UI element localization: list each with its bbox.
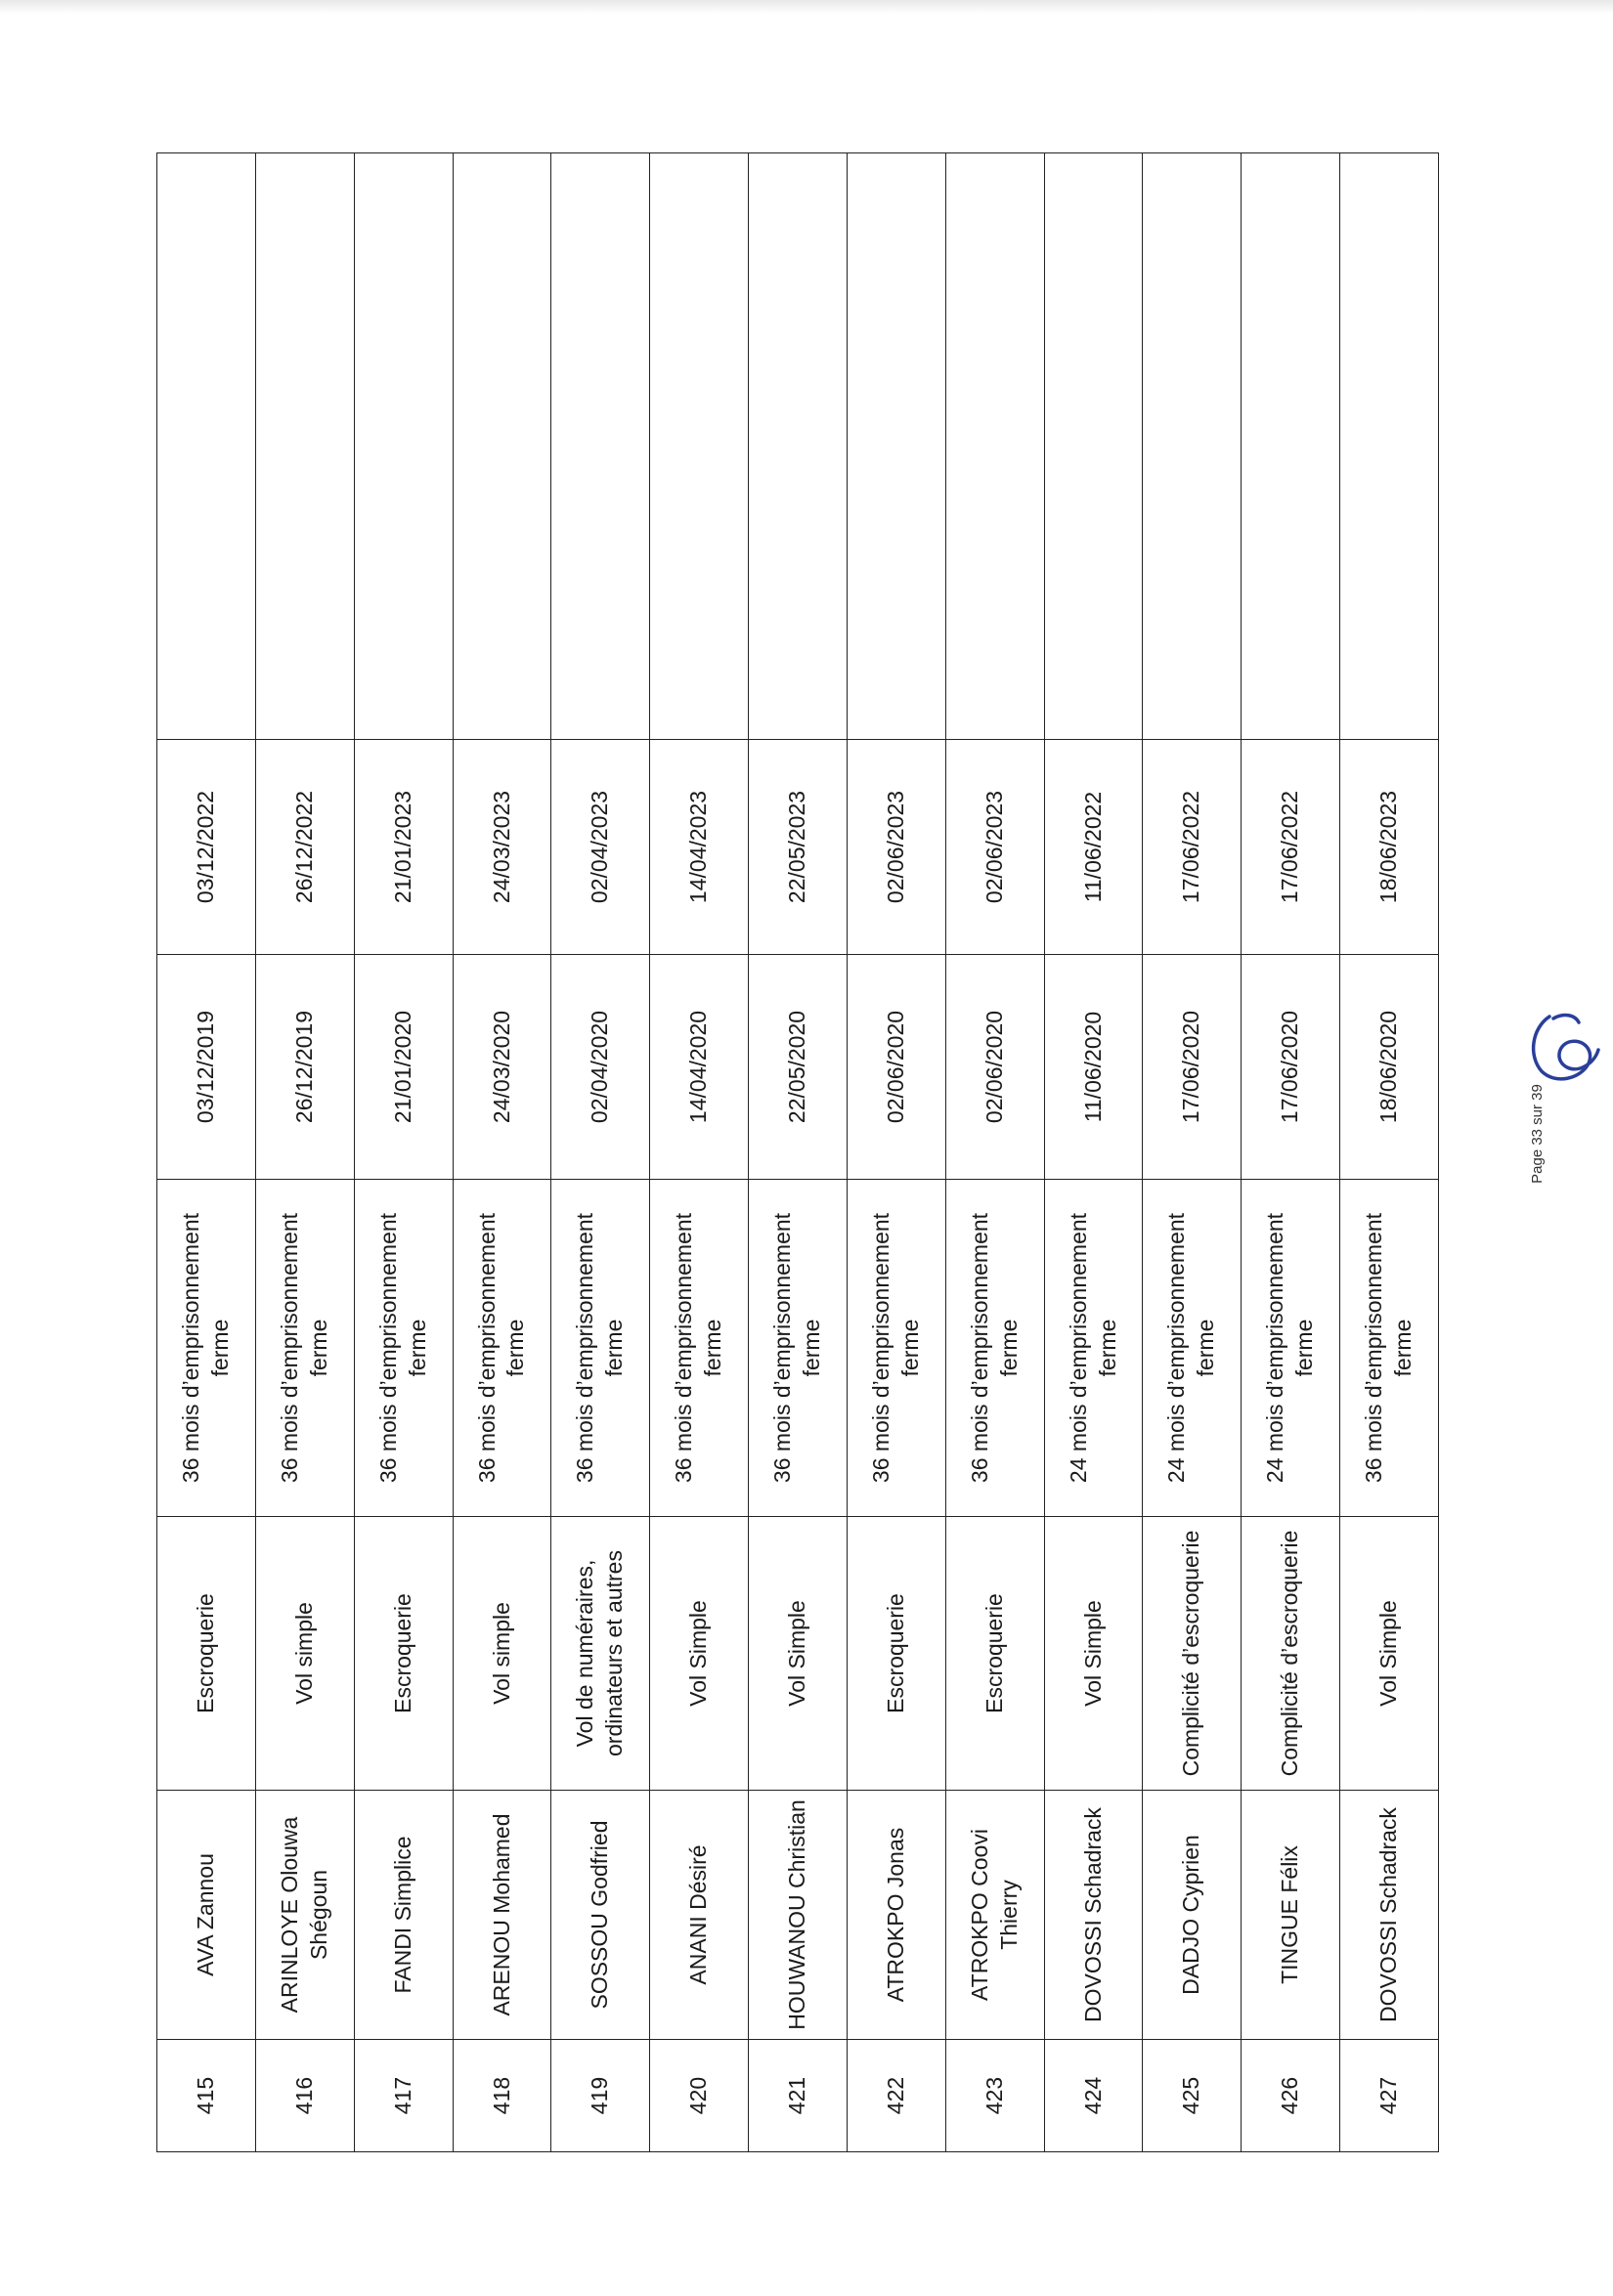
end-date: 02/04/2023 [551, 740, 650, 955]
scan-edge [0, 0, 1613, 14]
end-date: 03/12/2022 [157, 740, 256, 955]
sentence: 36 mois d’emprisonnement ferme [650, 1180, 749, 1517]
end-date: 17/06/2022 [1143, 740, 1242, 955]
detainee-name: SOSSOU Godfried [551, 1791, 650, 2040]
table-row [354, 153, 453, 2152]
table-body [157, 153, 1439, 2152]
row-number: 419 [551, 2040, 650, 2152]
table-row [1044, 153, 1143, 2152]
offence: Vol simple [453, 1517, 551, 1791]
start-date: 02/06/2020 [847, 955, 945, 1180]
offence: Vol de numéraires, ordinateurs et autres [551, 1517, 650, 1791]
remark-cell [453, 153, 551, 740]
row-number: 422 [847, 2040, 945, 2152]
row-number: 425 [1143, 2040, 1242, 2152]
start-date: 02/06/2020 [945, 955, 1044, 1180]
row-number: 417 [354, 2040, 453, 2152]
detainee-name: ATROKPO Jonas [847, 1791, 945, 2040]
table-row [1242, 153, 1340, 2152]
row-number: 427 [1340, 2040, 1439, 2152]
detainee-name: DADJO Cyprien [1143, 1791, 1242, 2040]
sentence: 36 mois d’emprisonnement ferme [847, 1180, 945, 1517]
start-date: 21/01/2020 [354, 955, 453, 1180]
table-row [1340, 153, 1439, 2152]
end-date: 18/06/2023 [1340, 740, 1439, 955]
remark-cell [255, 153, 354, 740]
remark-cell [650, 153, 749, 740]
sentence: 36 mois d’emprisonnement ferme [157, 1180, 256, 1517]
row-number: 418 [453, 2040, 551, 2152]
end-date: 02/06/2023 [847, 740, 945, 955]
end-date: 26/12/2022 [255, 740, 354, 955]
table-row [945, 153, 1044, 2152]
end-date: 02/06/2023 [945, 740, 1044, 955]
sentence: 36 mois d’emprisonnement ferme [551, 1180, 650, 1517]
start-date: 17/06/2020 [1143, 955, 1242, 1180]
start-date: 26/12/2019 [255, 955, 354, 1180]
offence: Vol Simple [1044, 1517, 1143, 1791]
start-date: 17/06/2020 [1242, 955, 1340, 1180]
offence: Vol Simple [749, 1517, 848, 1791]
start-date: 02/04/2020 [551, 955, 650, 1180]
signature-stroke [1534, 1016, 1598, 1079]
page-number-footer: Page 33 sur 39 [1529, 1084, 1546, 1184]
remark-cell [1340, 153, 1439, 740]
start-date: 18/06/2020 [1340, 955, 1439, 1180]
detainee-name: ARENOU Mohamed [453, 1791, 551, 2040]
offence: Escroquerie [157, 1517, 256, 1791]
remark-cell [1143, 153, 1242, 740]
remark-cell [847, 153, 945, 740]
remark-cell [157, 153, 256, 740]
detainee-name: DOVOSSI Schadrack [1044, 1791, 1143, 2040]
detainee-records-table [156, 152, 1439, 2152]
end-date: 14/04/2023 [650, 740, 749, 955]
sentence: 36 mois d’emprisonnement ferme [945, 1180, 1044, 1517]
end-date: 22/05/2023 [749, 740, 848, 955]
start-date: 22/05/2020 [749, 955, 848, 1180]
row-number: 420 [650, 2040, 749, 2152]
offence: Escroquerie [354, 1517, 453, 1791]
end-date: 24/03/2023 [453, 740, 551, 955]
offence: Vol Simple [650, 1517, 749, 1791]
table-row [551, 153, 650, 2152]
row-number: 424 [1044, 2040, 1143, 2152]
start-date: 24/03/2020 [453, 955, 551, 1180]
table-row [650, 153, 749, 2152]
offence: Escroquerie [847, 1517, 945, 1791]
start-date: 03/12/2019 [157, 955, 256, 1180]
start-date: 11/06/2020 [1044, 955, 1143, 1180]
detainee-name: FANDI Simplice [354, 1791, 453, 2040]
detainee-name: HOUWANOU Christian [749, 1791, 848, 2040]
remark-cell [1242, 153, 1340, 740]
offence: Complicité d’escroquerie [1143, 1517, 1242, 1791]
end-date: 17/06/2022 [1242, 740, 1340, 955]
row-number: 423 [945, 2040, 1044, 2152]
detainee-name: ATROKPO Coovi Thierry [945, 1791, 1044, 2040]
offence: Complicité d’escroquerie [1242, 1517, 1340, 1791]
sentence: 24 mois d’emprisonnement ferme [1044, 1180, 1143, 1517]
detainee-name: DOVOSSI Schadrack [1340, 1791, 1439, 2040]
row-number: 426 [1242, 2040, 1340, 2152]
remark-cell [354, 153, 453, 740]
table-row [255, 153, 354, 2152]
sentence: 36 mois d’emprisonnement ferme [354, 1180, 453, 1517]
detainee-name: TINGUE Félix [1242, 1791, 1340, 2040]
row-number: 416 [255, 2040, 354, 2152]
table-row [749, 153, 848, 2152]
sentence: 36 mois d’emprisonnement ferme [255, 1180, 354, 1517]
table-row [1143, 153, 1242, 2152]
detainee-name: AVA Zannou [157, 1791, 256, 2040]
sentence: 24 mois d’emprisonnement ferme [1242, 1180, 1340, 1517]
table-row [847, 153, 945, 2152]
offence: Escroquerie [945, 1517, 1044, 1791]
end-date: 21/01/2023 [354, 740, 453, 955]
detainee-name: ANANI Désiré [650, 1791, 749, 2040]
row-number: 415 [157, 2040, 256, 2152]
sentence: 36 mois d’emprisonnement ferme [1340, 1180, 1439, 1517]
rotated-page-content [156, 153, 1439, 2152]
remark-cell [749, 153, 848, 740]
offence: Vol simple [255, 1517, 354, 1791]
table-row [453, 153, 551, 2152]
end-date: 11/06/2022 [1044, 740, 1143, 955]
row-number: 421 [749, 2040, 848, 2152]
remark-cell [945, 153, 1044, 740]
detainee-name: ARINLOYE Olouwa Shégoun [255, 1791, 354, 2040]
offence: Vol Simple [1340, 1517, 1439, 1791]
sentence: 36 mois d’emprisonnement ferme [749, 1180, 848, 1517]
sentence: 24 mois d’emprisonnement ferme [1143, 1180, 1242, 1517]
remark-cell [551, 153, 650, 740]
table-row [157, 153, 256, 2152]
signature-initials-icon [1520, 1007, 1608, 1090]
sentence: 36 mois d’emprisonnement ferme [453, 1180, 551, 1517]
start-date: 14/04/2020 [650, 955, 749, 1180]
remark-cell [1044, 153, 1143, 740]
